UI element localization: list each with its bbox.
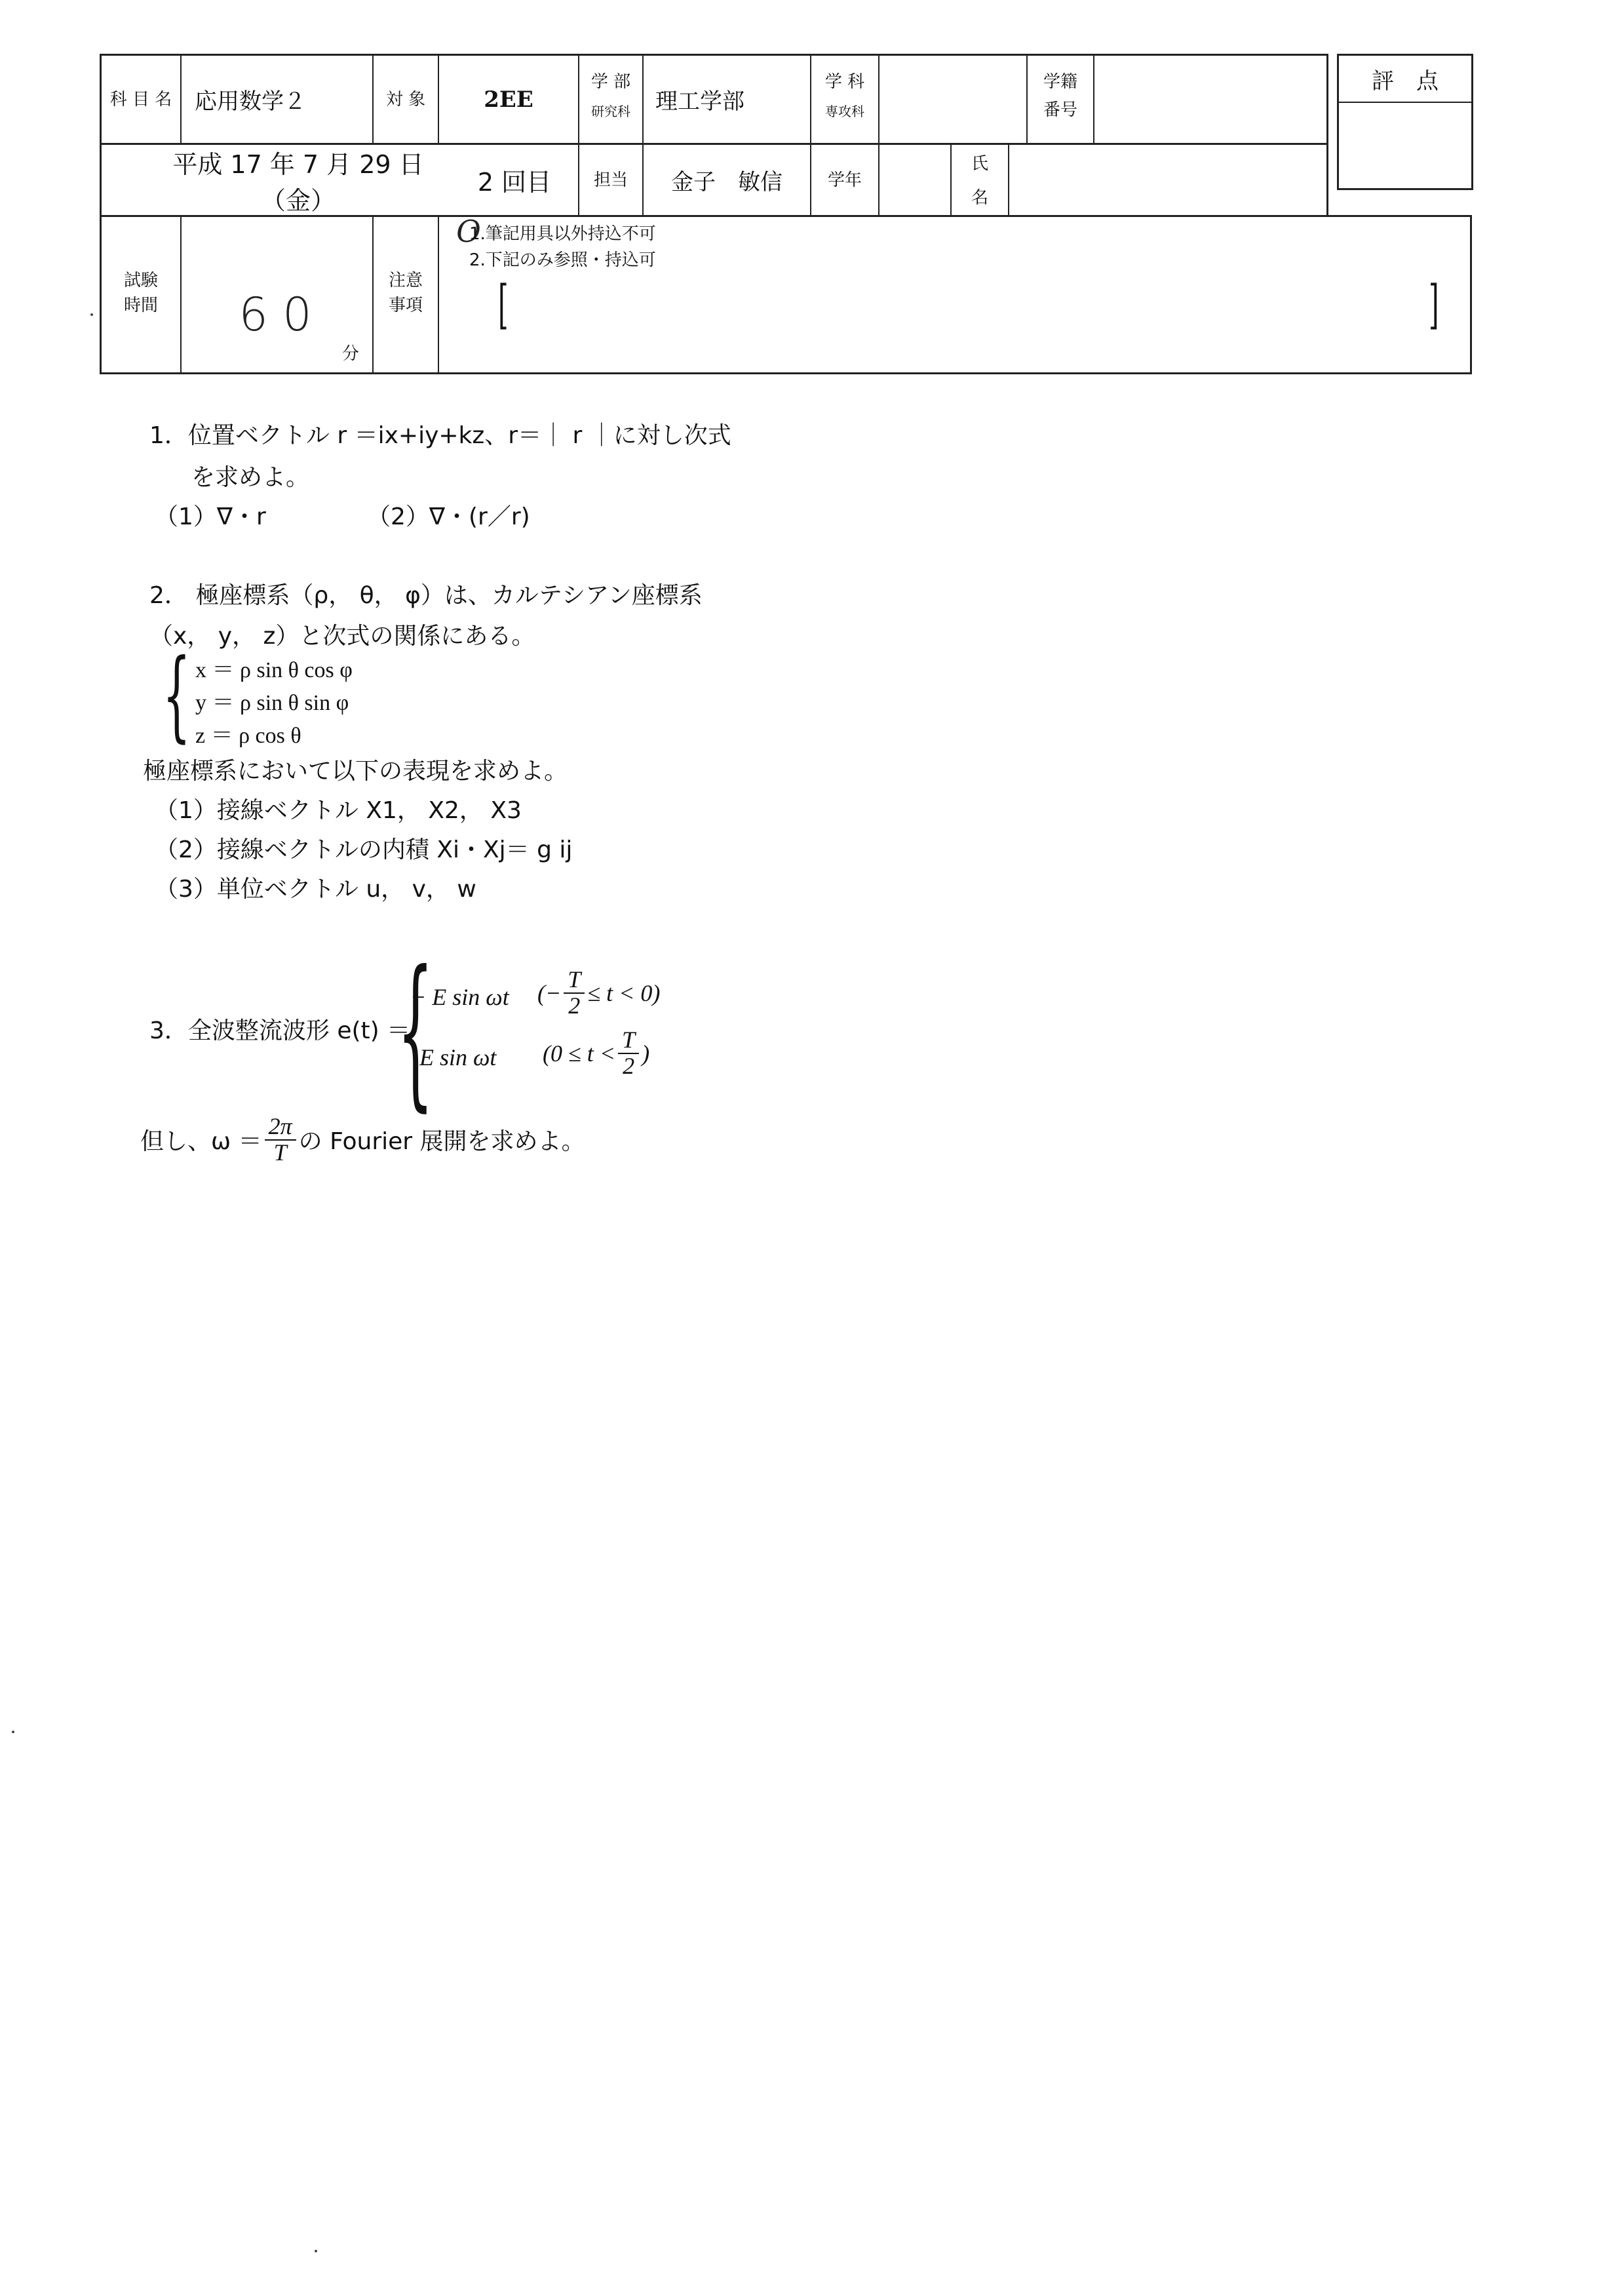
dept-label: 学 科 — [824, 72, 865, 92]
faculty-label: 学 部 — [590, 72, 631, 92]
q2-sub-1: （1）接線ベクトル X1， X2， X3 — [155, 797, 522, 824]
teacher-label: 担当 — [593, 170, 628, 190]
allowed-materials-field[interactable] — [524, 288, 1416, 334]
name-field[interactable] — [1009, 145, 1326, 215]
q2-sub-3: （3）単位ベクトル u， v， w — [155, 876, 476, 903]
dept-label-sub: 専攻科 — [825, 103, 864, 119]
q2-eq-2: y ＝ ρ sin θ sin φ — [195, 691, 349, 715]
q1-line-1: 1．位置ベクトル r ＝ix+iy+kz、r＝｜ r ｜に対し次式 — [149, 422, 731, 449]
q1-sub-2: （2）∇・(r／r) — [367, 503, 530, 530]
q3-note — [140, 1114, 585, 1166]
time-label: 試験 — [123, 271, 158, 290]
note-2: 2.下記のみ参照・持込可 — [469, 250, 656, 270]
time-label-sub: 時間 — [123, 296, 158, 315]
teacher-value: 金子 敏信 — [671, 169, 783, 195]
notes-label-sub: 事項 — [388, 296, 423, 315]
q2-system-brace: { — [163, 638, 191, 753]
q3-note-num: 2π — [265, 1114, 296, 1141]
subject-label: 科 目 名 — [109, 89, 172, 109]
target-label: 対 象 — [385, 89, 426, 109]
q2-line-2: （x， y， z）と次式の関係にある。 — [149, 623, 535, 650]
dept-field[interactable] — [880, 56, 1026, 143]
time-value-handwritten: 6 0 — [239, 288, 312, 342]
q3-case-2-cond-num: T — [618, 1028, 639, 1054]
q3-note-den: T — [273, 1139, 287, 1166]
q2-sub-2: （2）接線ベクトルの内積 Xi・Xj＝ g ij — [155, 836, 573, 863]
name-label-sub: 名 — [971, 188, 988, 208]
exam-date: 平成 17 年 7 月 29 日（金） — [172, 149, 424, 215]
year-label: 学年 — [827, 170, 862, 190]
notes-label: 注意 — [388, 271, 423, 290]
q3-case-2-cond-a: (0 ≤ t < — [543, 1040, 616, 1067]
score-box — [1337, 54, 1473, 190]
q3-case-2-condition — [543, 1028, 649, 1079]
score-label: 評 点 — [1372, 68, 1439, 94]
student-no-label-sub: 番号 — [1043, 100, 1077, 120]
q1-line-2: を求めよ。 — [191, 464, 310, 491]
q2-eq-3: z ＝ ρ cos θ — [195, 724, 301, 748]
student-no-label: 学籍 — [1043, 72, 1077, 92]
q3-case-2-expr: E sin ωt — [419, 1044, 497, 1070]
score-field[interactable] — [1339, 103, 1471, 188]
subject-value: 応用数学２ — [195, 88, 306, 115]
faculty-value: 理工学部 — [655, 88, 744, 115]
time-unit: 分 — [341, 344, 359, 364]
q1-sub-1: （1）∇・r — [155, 503, 266, 530]
q3-piecewise-brace: { — [397, 935, 434, 1126]
q3-case-2-cond-den: 2 — [623, 1052, 635, 1079]
q3-case-1-expr: − E sin ωt — [410, 984, 509, 1010]
note-1: 1.筆記用具以外持込不可 — [469, 224, 656, 244]
scan-speck — [12, 1731, 14, 1733]
q3-case-1-cond-b: ≤ t < 0) — [587, 979, 661, 1006]
target-value: 2EE — [484, 86, 533, 113]
q3-lead: 3．全波整流波形 e(t) ＝ — [149, 1017, 411, 1044]
q3-case-1-cond-num: T — [564, 968, 585, 994]
note-1-handwritten-mark: O — [456, 214, 481, 249]
q2-line-3: 極座標系において以下の表現を求めよ。 — [143, 758, 568, 785]
student-no-field[interactable] — [1094, 56, 1326, 143]
q3-note-b: の Fourier 展開を求めよ。 — [298, 1128, 585, 1156]
year-field[interactable] — [880, 145, 950, 215]
scan-speck — [315, 2250, 317, 2252]
q3-note-a: 但し、ω ＝ — [140, 1128, 262, 1156]
name-label: 氏 — [971, 154, 988, 174]
exam-session: 2 回目 — [477, 168, 552, 197]
q2-line-1: 2． 極座標系（ρ， θ， φ）は、カルテシアン座標系 — [149, 582, 703, 609]
q3-case-2-cond-b: ) — [642, 1040, 650, 1067]
q2-eq-1: x ＝ ρ sin θ cos φ — [195, 658, 353, 682]
allowed-left-bracket: [ — [498, 274, 509, 335]
q3-case-1-cond-a: (− — [537, 979, 562, 1006]
faculty-label-sub: 研究科 — [591, 103, 630, 119]
q3-case-1-condition — [537, 968, 660, 1019]
allowed-right-bracket: ] — [1429, 274, 1439, 335]
q3-case-1-cond-den: 2 — [568, 992, 581, 1019]
scan-speck — [90, 313, 93, 316]
